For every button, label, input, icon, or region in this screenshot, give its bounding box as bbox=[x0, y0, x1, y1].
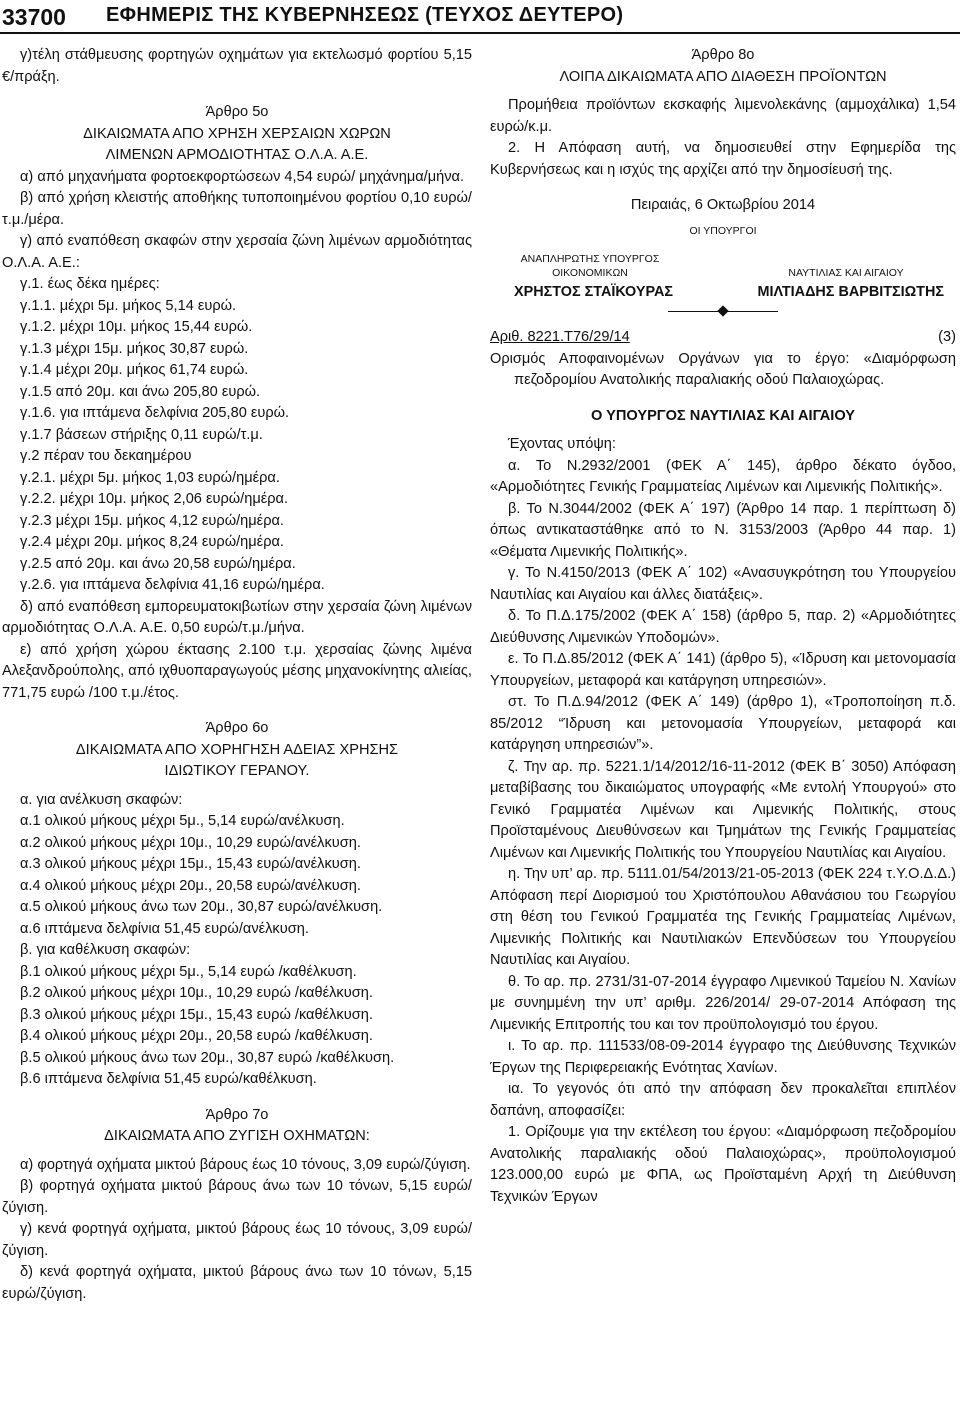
article-6-heading-2: ΙΔΙΩΤΙΚΟΥ ΓΕΡΑΝΟΥ. bbox=[164, 763, 310, 779]
paragraph: ια. Το γεγονός ότι από την απόφαση δεν προκαλεῖται επιπλέον δαπάνη, αποφασίζει: bbox=[490, 1081, 956, 1119]
list-item: γ.2.1. μέχρι 5μ. μήκος 1,03 ευρώ/ημέρα. bbox=[20, 469, 280, 486]
left-column bbox=[2, 45, 472, 1305]
article-5-title: Άρθρο 5ο bbox=[205, 104, 269, 120]
paragraph: α. Το Ν.2932/2001 (ΦΕΚ Α΄ 145), άρθρο δέκατο όγδοο, «Αρμοδιότητες Γενικής Γραμματείας Λιμένων και Λιμενικής Πολιτικής». bbox=[490, 457, 956, 495]
list-item: γ.1.6. για ιπτάμενα δελφίνια 205,80 ευρώ. bbox=[20, 405, 290, 421]
signatory-2: ΜΙΛΤΙΑΔΗΣ ΒΑΡΒΙΤΣΙΩΤΗΣ bbox=[757, 283, 944, 300]
list-item: β) φορτηγά οχήματα μικτού βάρους άνω των 10 τόνων, 5,15 ευρώ/ζύγιση. bbox=[2, 1178, 472, 1216]
paragraph: η. Την υπ’ αρ. πρ. 5111.01/54/2013/21-05-2013 (ΦΕΚ 224 τ.Υ.Ο.Δ.Δ.) Απόφαση περί Διορισμού του Χριστόπουλου Αθανάσιου του Γεωργίου στη θέση του Γενικού Γραμματέα της Γενικής Γραμματείας Λιμένων, Λιμενικής Πολιτικής και Ναυτιλιακών Επενδύσεων του Υπουργείου Ναυτιλίας και Αιγαίου. bbox=[490, 866, 956, 968]
list-item: β.1 ολικού μήκους μέχρι 5μ., 5,14 ευρώ /καθέλκυση. bbox=[20, 963, 357, 980]
issuer-heading: Ο ΥΠΟΥΡΓΟΣ ΝΑΥΤΙΛΙΑΣ ΚΑΙ ΑΙΓΑΙΟΥ bbox=[590, 407, 856, 424]
list-item: β. για καθέλκυση σκαφών: bbox=[20, 942, 191, 958]
decision-number: Αριθ. 8221.Τ76/29/14 bbox=[490, 329, 630, 345]
list-item: γ.2.6. για ιπτάμενα δελφίνια 41,16 ευρώ/ημέρα. bbox=[20, 577, 325, 593]
list-item: ε) από χρήση χώρου έκτασης 2.100 τ.μ. χερσαίας ζώνης λιμένα Αλεξανδρούπολης, από ιχθυοπαραγωγούς μέσης μηχανοκίνητης αλιείας, 771,75 ευρώ /100 τ.μ./έτος. bbox=[2, 641, 472, 701]
place-date: Πειραιάς, 6 Οκτωβρίου 2014 bbox=[630, 197, 816, 213]
header-rule bbox=[0, 32, 960, 34]
list-item: γ.1. έως δέκα ημέρες: bbox=[20, 276, 160, 292]
article-7-heading: ΔΙΚΑΙΩΜΑΤΑ ΑΠΟ ΖΥΓΙΣΗ ΟΧΗΜΑΤΩΝ: bbox=[104, 1128, 370, 1144]
list-item: γ.2.2. μέχρι 10μ. μήκος 2,06 ευρώ/ημέρα. bbox=[20, 491, 289, 507]
intro-paragraph: γ)τέλη στάθμευσης φορτηγών οχημάτων για εκτελωσμό φορτίου 5,15 €/πράξη. bbox=[2, 47, 472, 85]
decision-seq: (3) bbox=[938, 329, 956, 345]
list-item: γ.1.4 μέχρι 20μ. μήκος 61,74 ευρώ. bbox=[20, 362, 249, 378]
list-item: γ.1.1. μέχρι 5μ. μήκος 5,14 ευρώ. bbox=[20, 297, 237, 314]
list-item: α.2 ολικού μήκους μέχρι 10μ., 10,29 ευρώ/ανέλκυση. bbox=[20, 834, 361, 851]
list-item: γ.2.4 μέχρι 20μ. μήκος 8,24 ευρώ/ημέρα. bbox=[20, 534, 284, 550]
list-item: δ) από εναπόθεση εμπορευματοκιβωτίων στην χερσαία ζώνη λιμένων αρμοδιότητας Ο.Λ.Α. Α.Ε. 0,50 ευρώ/τ.μ./μήνα. bbox=[2, 598, 472, 636]
paragraph: ζ. Την αρ. πρ. 5221.1/14/2012/16-11-2012 (ΦΕΚ Β΄ 3050) Απόφαση μεταβίβασης του δικαιώματος υπογραφής «Με εντολή Υπουργού» στο Γενικό Γραμματέα Λιμένων και Λιμενικής Πολιτικής, στους Προϊσταμένους Διευθύνσεων και Τμημάτων της Γενικής Γραμματείας Λιμένων και Λιμενικής Πολιτικής του Υπουργείου Ναυτιλίας και Αιγαίου. bbox=[490, 758, 956, 861]
list-item: γ.1.5 από 20μ. και άνω 205,80 ευρώ. bbox=[20, 383, 261, 400]
list-item: γ.1.2. μέχρι 10μ. μήκος 15,44 ευρώ. bbox=[20, 319, 253, 335]
paragraph: γ. Το Ν.4150/2013 (ΦΕΚ Α΄ 102) «Ανασυγκρότηση του Υπουργείου Ναυτιλίας και Αιγαίου και άλλες διατάξεις». bbox=[490, 565, 956, 603]
list-item: γ.2 πέραν του δεκαημέρου bbox=[20, 448, 192, 464]
page-header bbox=[0, 0, 960, 34]
deputy-minister-ministry: ΟΙΚΟΝΟΜΙΚΩΝ bbox=[552, 266, 628, 279]
signatory-1: ΧΡΗΣΤΟΣ ΣΤΑΪΚΟΥΡΑΣ bbox=[514, 283, 674, 300]
ministers-label: ΟΙ ΥΠΟΥΡΓΟΙ bbox=[689, 224, 757, 237]
list-item: α.6 ιπτάμενα δελφίνια 51,45 ευρώ/ανέλκυση. bbox=[20, 920, 309, 937]
list-item: β.6 ιπτάμενα δελφίνια 51,45 ευρώ/καθέλκυση. bbox=[20, 1071, 317, 1087]
list-item: 2. Η Απόφαση αυτή, να δημοσιευθεί στην Εφημερίδα της Κυβερνήσεως και η ισχύς της αρχίζει από την δημοσίευσή της. bbox=[490, 140, 956, 178]
paragraph: ι. Το αρ. πρ. 111533/08-09-2014 έγγραφο της Διεύθυνσης Τεχνικών Έργων της Περιφερειακής Ενότητας Χανίων. bbox=[490, 1038, 956, 1076]
deputy-minister-label: ΑΝΑΠΛΗΡΩΤΗΣ ΥΠΟΥΡΓΟΣ bbox=[520, 252, 660, 265]
list-item: α.5 ολικού μήκους άνω των 20μ., 30,87 ευρώ/ανέλκυση. bbox=[20, 899, 383, 915]
list-item: β.2 ολικού μήκους μέχρι 10μ., 10,29 ευρώ /καθέλκυση. bbox=[20, 985, 373, 1001]
list-item: β.4 ολικού μήκους μέχρι 20μ., 20,58 ευρώ /καθέλκυση. bbox=[20, 1028, 373, 1044]
right-column bbox=[490, 45, 956, 1208]
decision-number-row bbox=[490, 327, 956, 349]
decision-title: Ορισμός Αποφαινομένων Οργάνων για το έργο: «Διαμόρφωση πεζοδρομίου Ανατολικής παραλιακής οδού Παλαιοχώρας. bbox=[490, 350, 956, 388]
article-6-heading: ΔΙΚΑΙΩΜΑΤΑ ΑΠΟ ΧΟΡΗΓΗΣΗ ΑΔΕΙΑΣ ΧΡΗΣΗΣ bbox=[75, 741, 399, 758]
signatories bbox=[490, 280, 956, 304]
paragraph: στ. Το Π.Δ.94/2012 (ΦΕΚ Α΄ 149) (άρθρο 1), «Τροποποίηση π.δ. 85/2012 “Ίδρυση και μετονομασία Υπουργείων, μεταφορά και κατάργηση υπηρεσιών”». bbox=[490, 694, 956, 753]
paragraph: θ. Το αρ. πρ. 2731/31-07-2014 έγγραφο Λιμενικού Ταμείου Ν. Χανίων με συνημμένη την υπ’ αριθμ. 226/2014/ 29-07-2014 Απόφαση της Λιμενικής Επιτροπής του και τον προϋπολογισμό του έργου. bbox=[490, 973, 956, 1033]
gazette-title: ΕΦΗΜΕΡΙΣ ΤΗΣ ΚΥΒΕΡΝΗΣΕΩΣ (ΤΕΥΧΟΣ ΔΕΥΤΕΡΟ) bbox=[106, 4, 624, 26]
list-item: α) φορτηγά οχήματα μικτού βάρους έως 10 τόνους, 3,09 ευρώ/ζύγιση. bbox=[20, 1156, 471, 1173]
list-item: α.4 ολικού μήκους μέχρι 20μ., 20,58 ευρώ/ανέλκυση. bbox=[20, 877, 361, 894]
list-item: β.3 ολικού μήκους μέχρι 15μ., 15,43 ευρώ /καθέλκυση. bbox=[20, 1006, 373, 1023]
minister-ministry: ΝΑΥΤΙΛΙΑΣ ΚΑΙ ΑΙΓΑΙΟΥ bbox=[788, 266, 904, 279]
paragraph: β. Το Ν.3044/2002 (ΦΕΚ Α΄ 197) (Άρθρο 14 παρ. 1 περίπτωση δ) όπως αντικαταστάθηκε από το Ν. 3153/2003 (Άρθρο 44 παρ. 1) «Θέματα Λιμενικής Πολιτικής». bbox=[490, 500, 956, 560]
list-item: γ.1.7 βάσεων στήριξης 0,11 ευρώ/τ.μ. bbox=[20, 426, 263, 443]
signature-labels bbox=[490, 252, 956, 280]
article-8-heading: ΛΟΙΠΑ ΔΙΚΑΙΩΜΑΤΑ ΑΠΟ ΔΙΑΘΕΣΗ ΠΡΟΪΟΝΤΩΝ bbox=[559, 68, 887, 85]
list-item: δ) κενά φορτηγά οχήματα, μικτού βάρους άνω των 10 τόνων, 5,15 ευρώ/ζύγιση. bbox=[2, 1264, 472, 1302]
article-8-title: Άρθρο 8ο bbox=[691, 47, 755, 63]
list-item: γ.1.3 μέχρι 15μ. μήκος 30,87 ευρώ. bbox=[20, 340, 249, 357]
article-7-title: Άρθρο 7ο bbox=[205, 1106, 269, 1123]
list-item: Προμήθεια προϊόντων εκσκαφής λιμενολεκάνης (αμμοχάλικα) 1,54 ευρώ/κ.μ. bbox=[490, 97, 956, 135]
list-item: γ) από εναπόθεση σκαφών στην χερσαία ζώνη λιμένων αρμοδιότητας Ο.Λ.Α. Α.Ε.: bbox=[2, 233, 472, 271]
paragraph: ε. Το Π.Δ.85/2012 (ΦΕΚ Α΄ 141) (άρθρο 5), «Ίδρυση και μετονομασία Υπουργείων, μεταφορά και κατάργηση υπηρεσιών». bbox=[490, 651, 956, 689]
list-item: β.5 ολικού μήκους άνω των 20μ., 30,87 ευρώ /καθέλκυση. bbox=[20, 1049, 395, 1066]
article-5-heading-2: ΛΙΜΕΝΩΝ ΑΡΜΟΔΙΟΤΗΤΑΣ Ο.Λ.Α. Α.Ε. bbox=[105, 147, 369, 163]
page-number: 33700 bbox=[2, 4, 66, 30]
paragraph: 1. Ορίζουμε για την εκτέλεση του έργου: «Διαμόρφωση πεζοδρομίου Ανατολικής παραλιακής οδού Παλαιοχώρας», προϋπολογισμού 123.000,00 ευρώ με ΦΠΑ, ως Προϊσταμένη Αρχή τη Διεύθυνση Τεχνικών Έργων bbox=[490, 1124, 956, 1205]
section-divider bbox=[668, 311, 778, 312]
list-item: β) από χρήση κλειστής αποθήκης τυποποιημένου φορτίου 0,10 ευρώ/τ.μ./μέρα. bbox=[2, 190, 472, 228]
article-5-heading: ΔΙΚΑΙΩΜΑΤΑ ΑΠΟ ΧΡΗΣΗ ΧΕΡΣΑΙΩΝ ΧΩΡΩΝ bbox=[83, 125, 391, 142]
list-item: γ.2.3 μέχρι 15μ. μήκος 4,12 ευρώ/ημέρα. bbox=[20, 512, 284, 529]
list-item: α. για ανέλκυση σκαφών: bbox=[20, 791, 183, 808]
list-item: α) από μηχανήματα φορτοεκφορτώσεων 4,54 ευρώ/ μηχάνημα/μήνα. bbox=[20, 168, 465, 185]
article-6-title: Άρθρο 6ο bbox=[205, 720, 269, 736]
list-item: α.3 ολικού μήκους μέχρι 15μ., 15,43 ευρώ/ανέλκυση. bbox=[20, 856, 361, 872]
considering-label: Έχοντας υπόψη: bbox=[508, 436, 616, 452]
paragraph: δ. Το Π.Δ.175/2002 (ΦΕΚ Α΄ 158) (άρθρο 5, παρ. 2) «Αρμοδιότητες Διεύθυνσης Λιμενικών Υποδομών». bbox=[490, 608, 956, 646]
list-item: α.1 ολικού μήκους μέχρι 5μ., 5,14 ευρώ/ανέλκυση. bbox=[20, 813, 345, 829]
list-item: γ.2.5 από 20μ. και άνω 20,58 ευρώ/ημέρα. bbox=[20, 555, 296, 572]
list-item: γ) κενά φορτηγά οχήματα, μικτού βάρους έως 10 τόνους, 3,09 ευρώ/ζύγιση. bbox=[2, 1221, 472, 1259]
